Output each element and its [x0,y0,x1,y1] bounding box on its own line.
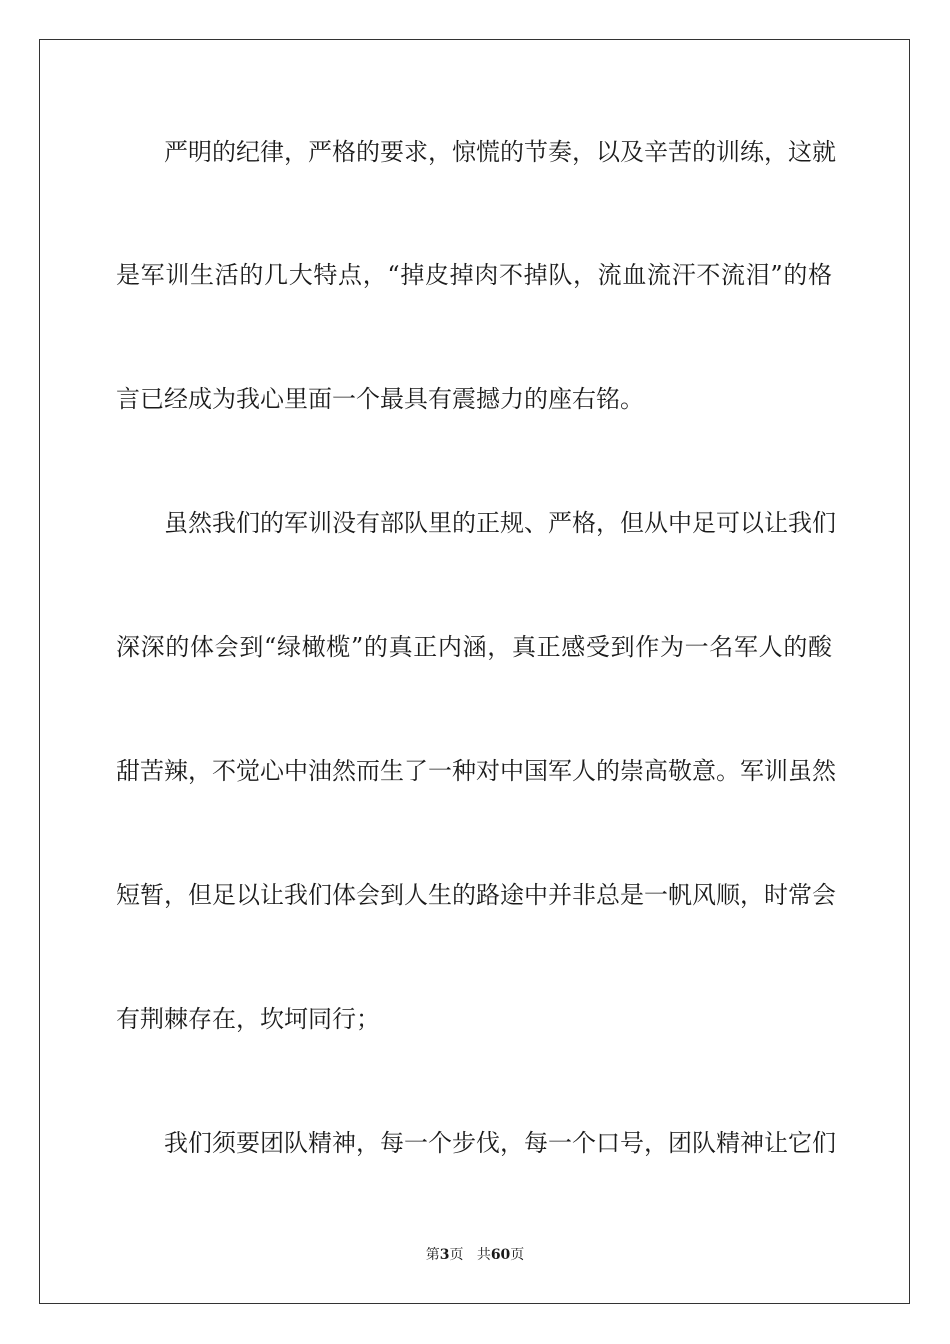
page-footer [0,1246,950,1264]
paragraph-2-line-3: 甜苦辣，不觉心中油然而生了一种对中国军人的崇高敬意。军训虽然 [116,757,836,785]
paragraph-1-line-2: 是军训生活的几大特点，“掉皮掉肉不掉队，流血流汗不流泪”的格 [116,261,832,289]
paragraph-2-line-5: 有荆棘存在，坎坷同行； [116,1005,380,1033]
page-prefix: 第 [425,1247,440,1263]
total-suffix: 页 [510,1247,525,1263]
paragraph-1-line-3: 言已经成为我心里面一个最具有震撼力的座右铭。 [116,385,644,413]
page-border [39,39,910,1304]
paragraph-2-line-2: 深深的体会到“绿橄榄”的真正内涵，真正感受到作为一名军人的酸 [116,633,832,661]
paragraph-2-line-4: 短暂，但足以让我们体会到人生的路途中并非总是一帆风顺，时常会 [116,881,836,909]
paragraph-1-line-1: 严明的纪律，严格的要求，惊慌的节奏，以及辛苦的训练，这就 [164,138,836,166]
paragraph-3-line-1: 我们须要团队精神，每一个步伐，每一个口号，团队精神让它们 [164,1129,836,1157]
total-pages: 60 [490,1247,511,1263]
page-suffix: 页 [449,1247,464,1263]
paragraph-2-line-1: 虽然我们的军训没有部队里的正规、严格，但从中足可以让我们 [164,509,836,537]
page-number: 3 [439,1247,450,1263]
total-prefix: 共 [476,1247,491,1263]
